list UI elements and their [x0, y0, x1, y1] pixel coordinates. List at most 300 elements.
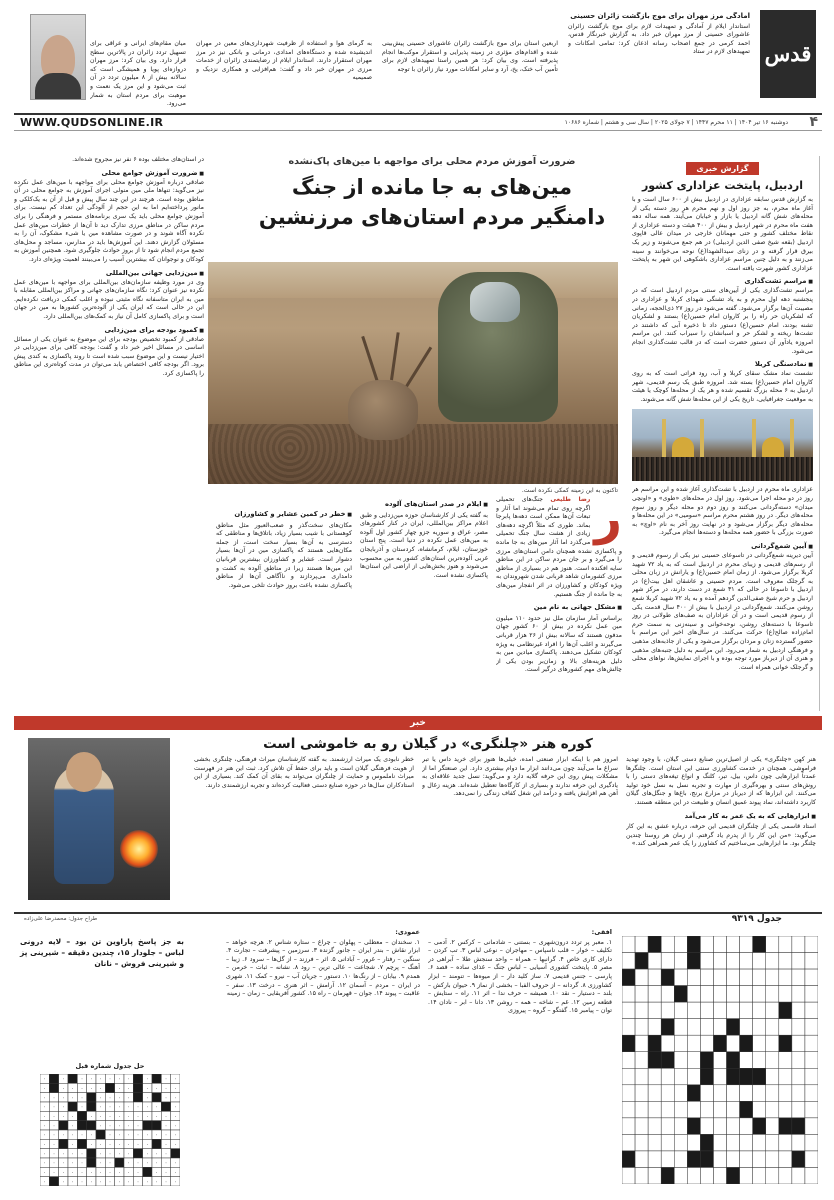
crossword-block[interactable]	[622, 1151, 635, 1168]
solution-letter: ·	[127, 1132, 130, 1139]
crossword-cell[interactable]	[648, 953, 661, 970]
crossword-cell[interactable]	[740, 1052, 753, 1069]
crossword-block[interactable]	[622, 1035, 635, 1052]
crossword-cell[interactable]	[740, 1134, 753, 1151]
crossword-block[interactable]	[635, 953, 648, 970]
crossword-cell[interactable]	[792, 1134, 805, 1151]
solution-letter: ·	[174, 1076, 177, 1083]
crossword-cell[interactable]	[727, 1002, 740, 1019]
solution-letter: ·	[165, 1179, 167, 1186]
crossword-cell[interactable]	[622, 1052, 635, 1069]
top-article-title: آمادگی مرز مهران برای موج بازگشت زائران حسینی	[570, 12, 750, 20]
solution-letter: ·	[137, 1170, 139, 1177]
crossword-across-col	[428, 928, 612, 1188]
crossword-cell[interactable]	[648, 1151, 661, 1168]
crossword-grid-main[interactable]	[622, 936, 818, 1184]
crossword-cell[interactable]	[674, 1151, 687, 1168]
crossword-cell[interactable]	[792, 1019, 805, 1036]
solution-letter: ·	[62, 1104, 65, 1111]
crossword-block[interactable]	[622, 969, 635, 986]
solution-letter: ·	[43, 1170, 46, 1177]
solution-letter: ·	[118, 1076, 121, 1083]
solution-letter: ·	[71, 1086, 74, 1093]
down-clues: ۱. سخندان – معطلی – پهلوان – چراغ – ستاره شناس ۲. هرچه خواهد – ابزار نقاش – بندر ایران – جانور گزنده ۳. سرزمین – پیشرفت – تجارت ۴. سنگین – رفتار – غرور – آبادانی ۵. اثر – فرزند – از گل‌ها – سرود ۶. زیبا – آهنگ – پرچم ۷. شجاعت – عالی ترین – رود ۸. نشانه – ثبات – خرمن – همدم ۹. بیابان – از رنگ‌ها ۱۰. دستور – جریان آب – نیرو – کمک ۱۱. شهری در ایران – مردم – آسمان ۱۲. آرامش – اثر هنری – درخت ۱۳. سفر – عاقبت – پیوند ۱۴. جوان – قهرمان – راه ۱۵. کشور آفریقایی – زمان – زمینه	[226, 938, 420, 998]
solution-letter: ·	[62, 1179, 65, 1186]
crossword-cell[interactable]	[661, 1118, 674, 1135]
crossword-cell[interactable]	[622, 986, 635, 1003]
crossword-cell[interactable]	[766, 1019, 779, 1036]
crossword-cell[interactable]	[713, 1085, 726, 1102]
crossword-cell[interactable]	[740, 1019, 753, 1036]
crossword-cell[interactable]	[779, 1085, 792, 1102]
crossword-cell[interactable]	[700, 936, 713, 953]
crossword-block[interactable]	[687, 1151, 700, 1168]
crossword-cell[interactable]	[648, 1118, 661, 1135]
crossword-cell[interactable]	[727, 953, 740, 970]
crossword-cell[interactable]	[622, 1134, 635, 1151]
solution-letter: ·	[155, 1160, 158, 1167]
crossword-cell[interactable]	[766, 1101, 779, 1118]
crossword-cell[interactable]	[766, 1068, 779, 1085]
crossword-cell[interactable]	[713, 1002, 726, 1019]
crossword-cell[interactable]	[700, 1167, 713, 1184]
crossword-cell[interactable]	[700, 986, 713, 1003]
crossword-cell[interactable]	[687, 1134, 700, 1151]
crossword-cell[interactable]	[766, 1002, 779, 1019]
crossword-cell[interactable]	[635, 1068, 648, 1085]
photo-caption: تاکنون به این زمینه کمکی نکرده است.	[521, 487, 618, 494]
crossword-cell[interactable]	[635, 1019, 648, 1036]
crossword-block[interactable]	[700, 1134, 713, 1151]
crossword-cell[interactable]	[713, 1101, 726, 1118]
crossword-cell[interactable]	[805, 1151, 818, 1168]
crossword-cell[interactable]	[713, 1151, 726, 1168]
crossword-cell[interactable]	[700, 1101, 713, 1118]
crossword-cell[interactable]	[766, 1118, 779, 1135]
landmine-object	[348, 380, 418, 440]
solution-letter: ·	[155, 1170, 158, 1177]
crossword-cell[interactable]	[779, 1151, 792, 1168]
solution-letter: ·	[62, 1151, 65, 1158]
crossword-cell[interactable]	[805, 969, 818, 986]
masthead-bar	[14, 113, 822, 131]
crossword-cell[interactable]	[779, 1052, 792, 1069]
crossword-cell[interactable]	[674, 1167, 687, 1184]
crossword-cell[interactable]	[674, 1002, 687, 1019]
crossword-cell[interactable]	[713, 1068, 726, 1085]
crossword-cell[interactable]	[622, 1118, 635, 1135]
crossword-cell[interactable]	[622, 1085, 635, 1102]
crossword-cell[interactable]	[727, 1101, 740, 1118]
crossword-cell[interactable]	[753, 986, 766, 1003]
crossword-cell[interactable]	[661, 1101, 674, 1118]
crossword-cell[interactable]	[635, 1167, 648, 1184]
crossword-block	[68, 1102, 77, 1111]
crossword-cell[interactable]	[700, 1118, 713, 1135]
crossword-cell[interactable]	[792, 953, 805, 970]
crossword-cell[interactable]	[740, 953, 753, 970]
crossword-cell[interactable]	[792, 1085, 805, 1102]
crossword-block[interactable]	[779, 1118, 792, 1135]
crossword-cell[interactable]	[700, 1085, 713, 1102]
solution-letter: ·	[137, 1179, 139, 1186]
crossword-block[interactable]	[661, 1167, 674, 1184]
crossword-cell[interactable]	[661, 1151, 674, 1168]
solution-letter: ·	[43, 1086, 46, 1093]
crossword-cell[interactable]	[674, 969, 687, 986]
crossword-block[interactable]	[687, 953, 700, 970]
news-title: کوره هنر «چلنگری» در گیلان رو به خاموشی است	[263, 736, 593, 752]
crossword-cell[interactable]	[805, 1002, 818, 1019]
crossword-cell[interactable]	[674, 1052, 687, 1069]
crossword-block[interactable]	[713, 1035, 726, 1052]
solution-letter: ·	[137, 1132, 139, 1139]
crossword-cell[interactable]	[753, 953, 766, 970]
crossword-cell[interactable]	[674, 953, 687, 970]
crossword-cell[interactable]	[753, 1002, 766, 1019]
solution-letter: ·	[90, 1179, 93, 1186]
crossword-cell[interactable]	[805, 1068, 818, 1085]
crossword-block[interactable]	[753, 936, 766, 953]
solution-letter: ·	[53, 1151, 55, 1158]
forge-fire	[120, 830, 158, 868]
crossword-cell[interactable]	[805, 1035, 818, 1052]
crossword-block[interactable]	[648, 1052, 661, 1069]
crossword-cell[interactable]	[753, 1134, 766, 1151]
crossword-cell[interactable]	[700, 1019, 713, 1036]
crossword-block[interactable]	[661, 1052, 674, 1069]
left-column	[14, 156, 204, 711]
crossword-cell[interactable]	[700, 1002, 713, 1019]
crossword-cell[interactable]	[779, 986, 792, 1003]
crossword-block[interactable]	[727, 1167, 740, 1184]
solution-letter: ·	[43, 1151, 46, 1158]
crossword-block[interactable]	[700, 1068, 713, 1085]
crossword-block[interactable]	[687, 1118, 700, 1135]
crossword-cell[interactable]	[792, 1052, 805, 1069]
crossword-cell[interactable]	[740, 1118, 753, 1135]
crossword-cell[interactable]	[661, 1085, 674, 1102]
crossword-cell[interactable]	[635, 1118, 648, 1135]
solution-letter: ·	[127, 1151, 130, 1158]
crossword-cell[interactable]	[766, 936, 779, 953]
solution-letter: ·	[43, 1132, 46, 1139]
solution-letter: ·	[165, 1123, 167, 1130]
crossword-cell[interactable]	[792, 1101, 805, 1118]
crossword-cell[interactable]	[766, 1035, 779, 1052]
date-line: دوشنبه ۱۶ تیر ۱۴۰۴ | ۱۱ محرم ۱۴۴۷ | ۷ جولای ۲۰۲۵ | سال سی و هشتم | شماره ۱۰۶۸۶	[564, 119, 788, 126]
crossword-cell[interactable]	[740, 969, 753, 986]
crossword-cell[interactable]	[635, 1052, 648, 1069]
crossword-cell[interactable]	[727, 1085, 740, 1102]
report-badge: گزارش خبری	[686, 162, 758, 175]
crossword-cell[interactable]	[727, 986, 740, 1003]
crossword-block	[49, 1074, 58, 1083]
crossword-cell[interactable]	[635, 1134, 648, 1151]
sidebar-text-3: آیین دیرینه شمع‌گردانی در تاسوعای حسینی نیز یکی از رسوم قدیمی و از رسم‌های قدیمی و زیبای محرم در اردبیل است که به یاد ۷۲ شهید کربلا برگزار می‌شود. از زمان امام حسین(ع) و یارانش در زبان محلی به گرجلک معروف است. مردم حسینی و عاشقان اهل بیت(ع) در اردبیل با تاسوعا در حالی که ۳۱ شمع در دست دارند، در مرکز شهر اردبیل و حرم شیخ صفی‌الدین گردهم آمده و به یاد ۷۲ شهید کربلا شمع روشن می‌کنند. شمع‌گردانی در اردبیل با بیش از ۴۰۰ سال قدمت یکی از رسوم قدیمی است و در آن عزاداران به صف‌های طولانی در روز تاسوعا با دسته‌های روشن، نوحه‌خوانی و سینه‌زنی به سمت حرم امام‌زاده صالح(ع) حرکت می‌کنند. در سال‌های اخیر این مراسم با حضور گسترده زنان و مردان برگزار می‌شود و یکی از جاذبه‌های مذهبی و فرهنگی اردبیل به شمار می‌رود. این مراسم به دلیل جنبه‌های مذهبی و هنری آن از دیرباز مورد توجه بوده و با اجرای نمایش‌ها، نواهای محلی و گرجلک خوانی همراه است.	[632, 552, 813, 671]
crossword-cell[interactable]	[687, 1035, 700, 1052]
crossword-cell[interactable]	[805, 936, 818, 953]
crossword-cell[interactable]	[635, 1035, 648, 1052]
crossword-cell[interactable]	[713, 1118, 726, 1135]
crossword-cell[interactable]	[700, 953, 713, 970]
crossword-cell[interactable]	[661, 1002, 674, 1019]
crossword-cell[interactable]	[622, 953, 635, 970]
solution-letter: ·	[53, 1114, 55, 1121]
crossword-cell[interactable]	[661, 936, 674, 953]
crossword-cell[interactable]	[792, 969, 805, 986]
crossword-cell[interactable]	[648, 1019, 661, 1036]
crossword-block[interactable]	[753, 1118, 766, 1135]
crossword-cell[interactable]	[792, 1068, 805, 1085]
solution-letter: ·	[137, 1104, 139, 1111]
crossword-cell[interactable]	[753, 1085, 766, 1102]
crossword-cell[interactable]	[661, 1035, 674, 1052]
crossword-cell[interactable]	[753, 969, 766, 986]
crossword-cell[interactable]	[766, 986, 779, 1003]
left-text-1: صادقی درباره آموزش جوامع محلی برای مواجهه با مین‌های عمل نکرده نیز می‌گوید: تنها‌ها ملی مین‌ منولی اجرای آموزش به جوامع محلی در آن مناطق بوده است. هرچند در این چند سال پیش و قبل از آن به یک‌کلکی و مانور پرداخته‌ایم اما به این حجم از آلودگی این تعداد کم نیست. برای آموزش جوامع محلی باید یک سری برنامه‌های مستمر و فرهنگی را برای مردم ساکن در مناطق مرزی تدارک دید تا آن‌ها از خطرات مین‌های عمل نکرده آگاه شوند و در صورت مشاهده مین یا شیء مشکوک، آن را به مسئولان گزارش دهند. این آموزش‌ها باید در مدارس، مساجد و محل‌های تجمع مردم انجام شود تا از بروز حوادث جلوگیری شود. همچنین آموزش به کودکان و نوجوانان که بیشترین آسیب را می‌بینند اهمیت ویژه‌ای دارد.	[14, 178, 204, 263]
crossword-cell[interactable]	[727, 1151, 740, 1168]
crossword-cell[interactable]	[635, 936, 648, 953]
crossword-cell[interactable]	[687, 1068, 700, 1085]
crossword-cell[interactable]	[740, 1002, 753, 1019]
crossword-cell[interactable]	[779, 1101, 792, 1118]
solution-letter: ·	[109, 1104, 111, 1111]
crossword-cell[interactable]	[753, 1052, 766, 1069]
crossword-block[interactable]	[648, 936, 661, 953]
crossword-cell[interactable]	[700, 969, 713, 986]
crossword-cell[interactable]	[779, 1167, 792, 1184]
crossword-cell[interactable]	[766, 969, 779, 986]
crossword-cell[interactable]	[753, 1035, 766, 1052]
crossword-cell[interactable]	[687, 969, 700, 986]
crossword-cell[interactable]	[635, 986, 648, 1003]
crossword-block[interactable]	[779, 1002, 792, 1019]
crossword-cell[interactable]	[805, 986, 818, 1003]
crossword-cell[interactable]	[622, 1068, 635, 1085]
crossword-cell[interactable]	[674, 1118, 687, 1135]
crossword-block[interactable]	[687, 1085, 700, 1102]
crossword-cell[interactable]	[779, 969, 792, 986]
crossword-cell[interactable]	[687, 1101, 700, 1118]
solution-letter: ·	[71, 1114, 74, 1121]
crossword-cell[interactable]	[674, 1101, 687, 1118]
crossword-cell[interactable]	[635, 1151, 648, 1168]
crossword-block	[133, 1149, 142, 1158]
solution-letter: ·	[81, 1086, 83, 1093]
crossword-block[interactable]	[661, 1019, 674, 1036]
solution-letter: ·	[71, 1179, 74, 1186]
solution-letter: ·	[165, 1076, 167, 1083]
crossword-block[interactable]	[740, 1101, 753, 1118]
crossword-cell[interactable]	[779, 936, 792, 953]
solution-letter: ·	[99, 1142, 102, 1149]
solution-letter: ·	[174, 1170, 177, 1177]
crossword-cell[interactable]	[661, 953, 674, 970]
crossword-cell[interactable]	[766, 1167, 779, 1184]
solution-letter: ·	[62, 1095, 65, 1102]
crossword-block	[77, 1111, 86, 1120]
crossword-cell[interactable]	[713, 1019, 726, 1036]
crossword-cell[interactable]	[622, 1167, 635, 1184]
crossword-cell[interactable]	[805, 1167, 818, 1184]
crossword-cell[interactable]	[622, 1101, 635, 1118]
crossword-cell[interactable]	[635, 1085, 648, 1102]
crossword-cell[interactable]	[622, 1002, 635, 1019]
crossword-cell[interactable]	[740, 986, 753, 1003]
crossword-cell[interactable]	[766, 953, 779, 970]
crossword-cell[interactable]	[661, 986, 674, 1003]
crossword-block[interactable]	[700, 1052, 713, 1069]
crossword-cell[interactable]	[713, 936, 726, 953]
crossword-cell[interactable]	[805, 1085, 818, 1102]
crossword-cell[interactable]	[687, 1052, 700, 1069]
crossword-block[interactable]	[687, 936, 700, 953]
crossword-cell[interactable]	[648, 1085, 661, 1102]
crossword-cell[interactable]	[792, 936, 805, 953]
crossword-block[interactable]	[740, 1035, 753, 1052]
crossword-cell[interactable]	[779, 1068, 792, 1085]
solution-letter: ·	[81, 1170, 83, 1177]
solution-letter: ·	[90, 1170, 93, 1177]
crossword-cell[interactable]	[713, 969, 726, 986]
crossword-cell[interactable]	[674, 1085, 687, 1102]
article-subhead-global: ■ مشکل جهانی به نام مین	[496, 603, 622, 613]
crossword-cell[interactable]	[713, 1167, 726, 1184]
crossword-cell[interactable]	[805, 1019, 818, 1036]
sidebar-text-2: نشست نماد مشک سقای کربلا و آب، رود فراتی است که به روی کاروان امام حسین(ع) بسته شد. امروزه طبق یک رسم قدیمی، شهر اردبیل به ۶ محله بزرگ تقسیم شده و هر یک از محله‌ها کوچک یا هیئت به موقعیت جغرافیایی، تاریخ یکی از این محله‌ها شش گانه می‌شوند.	[632, 370, 814, 403]
crossword-cell[interactable]	[792, 986, 805, 1003]
crossword-cell[interactable]	[635, 1002, 648, 1019]
crossword-cell[interactable]	[687, 1167, 700, 1184]
crossword-cell[interactable]	[740, 1151, 753, 1168]
crossword-cell[interactable]	[713, 986, 726, 1003]
crossword-cell[interactable]	[779, 1134, 792, 1151]
crossword-cell[interactable]	[674, 936, 687, 953]
crossword-cell[interactable]	[753, 1019, 766, 1036]
solution-letter: ·	[81, 1095, 83, 1102]
crossword-cell[interactable]	[648, 986, 661, 1003]
solution-letter: ·	[71, 1123, 74, 1130]
crossword-block	[59, 1121, 68, 1130]
crossword-cell[interactable]	[713, 1052, 726, 1069]
crossword-cell[interactable]	[740, 1085, 753, 1102]
crossword-cell[interactable]	[727, 1134, 740, 1151]
crossword-cell[interactable]	[687, 986, 700, 1003]
article-col-b	[360, 496, 488, 706]
crossword-cell[interactable]	[805, 1134, 818, 1151]
demining-photo	[208, 262, 618, 484]
crossword-cell[interactable]	[792, 1002, 805, 1019]
crossword-cell[interactable]	[779, 1019, 792, 1036]
crossword-cell[interactable]	[635, 1101, 648, 1118]
crossword-block[interactable]	[661, 969, 674, 986]
crossword-cell[interactable]	[727, 936, 740, 953]
crossword-cell[interactable]	[622, 1019, 635, 1036]
solution-letter: ·	[165, 1142, 167, 1149]
crossword-block[interactable]	[792, 1151, 805, 1168]
crossword-cell[interactable]	[805, 1118, 818, 1135]
crossword-cell[interactable]	[687, 1002, 700, 1019]
solution-letter: ·	[109, 1095, 111, 1102]
crossword-cell[interactable]	[687, 1019, 700, 1036]
crossword-block[interactable]	[727, 1019, 740, 1036]
crossword-cell[interactable]	[674, 1035, 687, 1052]
crossword-cell[interactable]	[635, 969, 648, 986]
crossword-cell[interactable]	[674, 1134, 687, 1151]
crossword-cell[interactable]	[727, 969, 740, 986]
crossword-cell[interactable]	[753, 1151, 766, 1168]
top-article-text-1: استاندار ایلام از آمادگی و تمهیدات لازم برای موج بازگشت زائران عاشورای حسینی از مرز مهران خبر داد. به گزارش خبرنگار قدس، احمد کرمی در جمع اصحاب رسانه اذعان کرد: تمامی امکانات و تمهیدهای لازم در ستاد	[568, 22, 750, 56]
crossword-block[interactable]	[648, 1035, 661, 1052]
solution-letter: ·	[127, 1104, 130, 1111]
crossword-block[interactable]	[740, 1068, 753, 1085]
crossword-cell[interactable]	[648, 1134, 661, 1151]
crossword-cell[interactable]	[740, 936, 753, 953]
crossword-cell[interactable]	[648, 969, 661, 986]
site-url-link[interactable]: WWW.QUDSONLINE.IR	[20, 116, 164, 129]
crossword-cell[interactable]	[700, 1035, 713, 1052]
crossword-cell[interactable]	[661, 1068, 674, 1085]
crossword-block[interactable]	[700, 1151, 713, 1168]
crossword-cell[interactable]	[648, 1068, 661, 1085]
crossword-cell[interactable]	[766, 1151, 779, 1168]
crossword-block[interactable]	[727, 1068, 740, 1085]
crossword-cell[interactable]	[792, 1167, 805, 1184]
solution-letter: ·	[118, 1170, 121, 1177]
crossword-block[interactable]	[727, 1052, 740, 1069]
crossword-block[interactable]	[779, 1035, 792, 1052]
solution-letter: ·	[71, 1142, 74, 1149]
sidebar-text-1: مراسم تشت‌گذاری یکی از آیین‌های سنتی مردم اردبیل است که در پنجشنبه دهه اول محرم و به یاد تشنگی شهدای کربلا و عزاداری در مصیبت آن‌ها برگزار می‌شود. گفته می‌شود در روز ۲۷ ذی‌الحجه، زمانی که لشکریان حر راه را بر کاروان امام حسین(ع) بستند و لشکریان تشنه بودند، امام حسین(ع) دستور داد تا ذخیره آبی که داشتند در تشت‌ها ریخته و لشکر حر و اسبانشان را سیراب کنند. این مراسم امروزه یادآور آن دستور حضرت است که در قالب تشت‌گذاری انجام می‌شود.	[632, 287, 813, 355]
crossword-cell[interactable]	[648, 1167, 661, 1184]
crossword-cell[interactable]	[713, 1134, 726, 1151]
crossword-cell[interactable]	[792, 1035, 805, 1052]
crossword-block[interactable]	[792, 1118, 805, 1135]
crossword-cell[interactable]	[713, 953, 726, 970]
crossword-cell[interactable]	[766, 1134, 779, 1151]
crossword-cell[interactable]	[753, 1101, 766, 1118]
crossword-cell[interactable]	[766, 1085, 779, 1102]
crossword-cell[interactable]	[740, 1167, 753, 1184]
crossword-cell[interactable]	[727, 1118, 740, 1135]
crossword-cell[interactable]	[805, 953, 818, 970]
crossword-block	[171, 1149, 180, 1158]
crossword-block[interactable]	[753, 1068, 766, 1085]
headline-line-1: مین‌های به جا مانده از جنگ	[291, 175, 573, 199]
crossword-block	[133, 1093, 142, 1102]
crossword-cell[interactable]	[766, 1052, 779, 1069]
crossword-block[interactable]	[674, 986, 687, 1003]
crossword-cell[interactable]	[648, 1101, 661, 1118]
left-subhead-3: ■ کمبود بودجه برای مین‌زدایی	[14, 326, 204, 334]
crossword-cell[interactable]	[779, 953, 792, 970]
crossword-cell[interactable]	[648, 1002, 661, 1019]
solution-letter: ·	[81, 1179, 83, 1186]
solution-letter: ·	[118, 1095, 121, 1102]
crossword-block	[152, 1093, 161, 1102]
crossword-cell[interactable]	[674, 1019, 687, 1036]
crossword-cell[interactable]	[622, 936, 635, 953]
news-subhead: ■ ابزارهایی که به یک عمر به کار می‌آمد	[626, 812, 816, 822]
crossword-cell[interactable]	[805, 1052, 818, 1069]
crossword-cell[interactable]	[661, 1134, 674, 1151]
crossword-cell[interactable]	[674, 1068, 687, 1085]
crossword-cell[interactable]	[727, 1035, 740, 1052]
crossword-cell[interactable]	[753, 1167, 766, 1184]
solution-letter: ·	[81, 1151, 83, 1158]
crossword-cell[interactable]	[805, 1101, 818, 1118]
